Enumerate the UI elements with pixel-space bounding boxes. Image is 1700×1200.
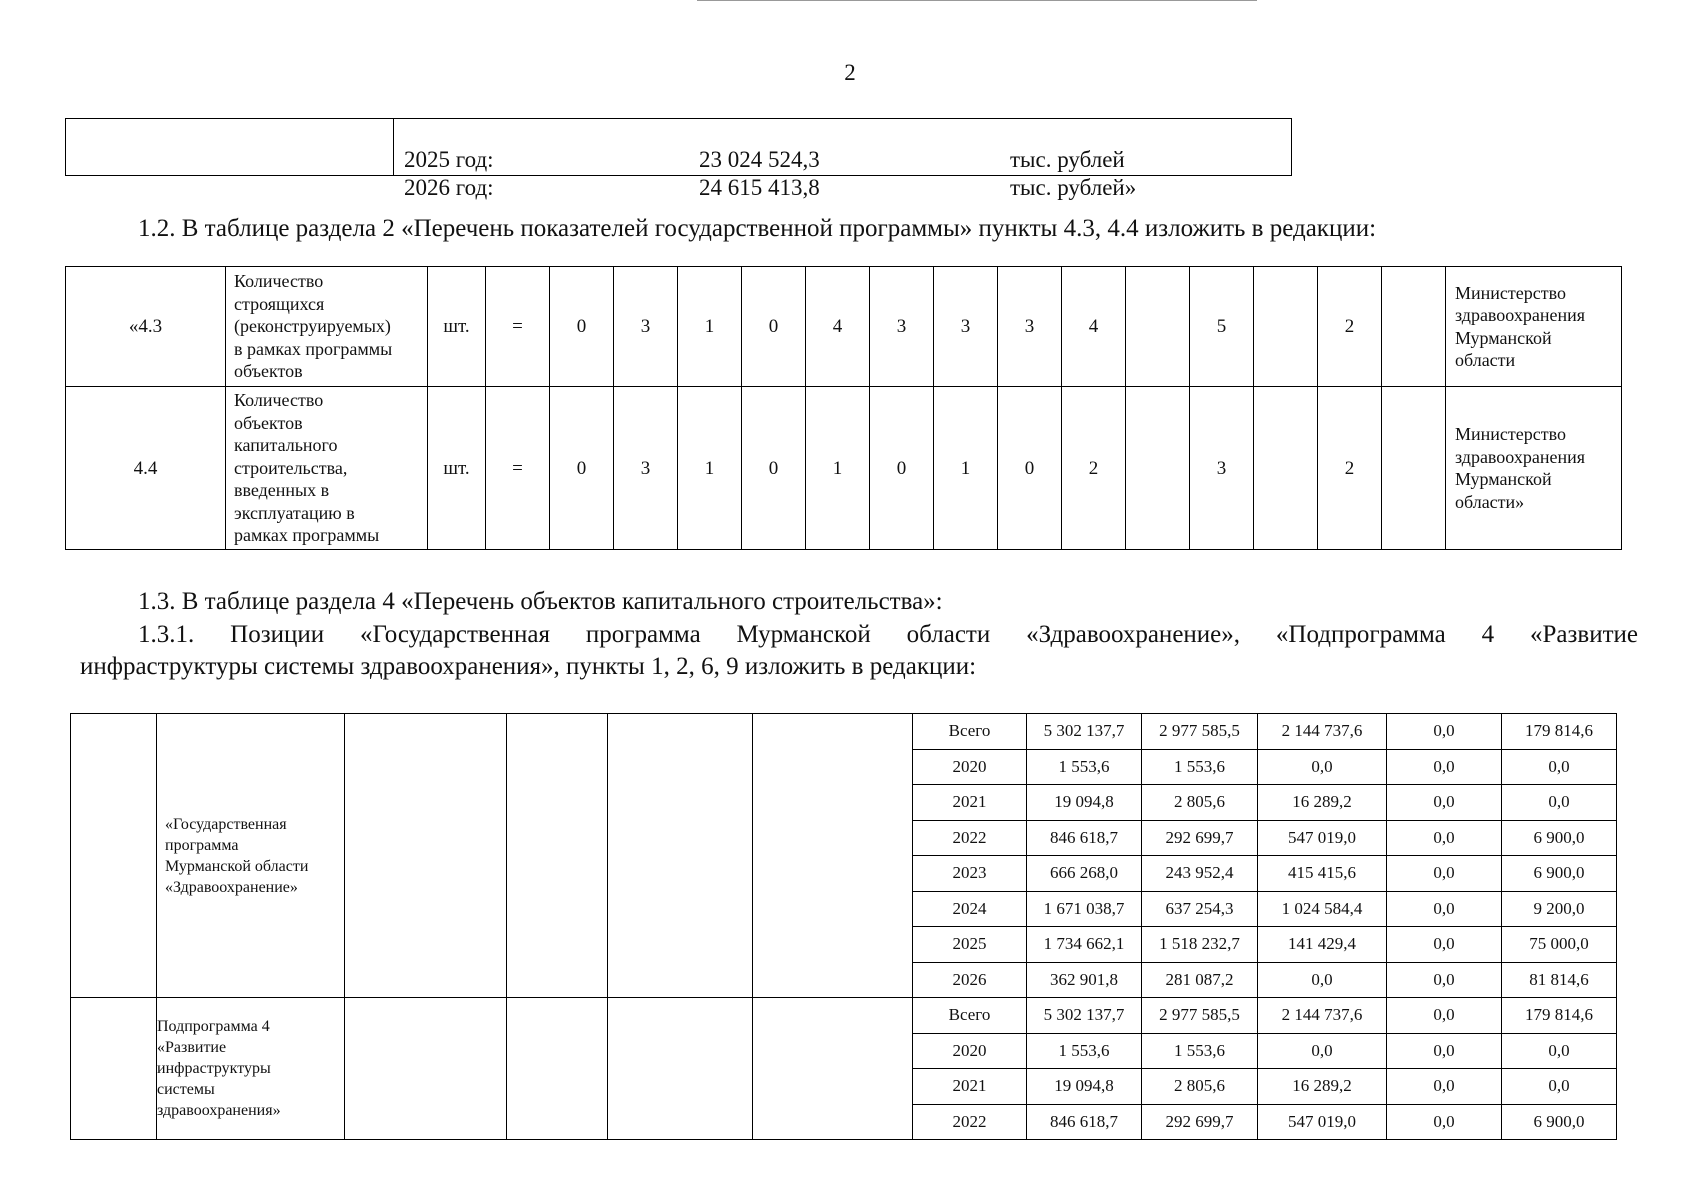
value-cell: 3 [614, 267, 678, 387]
text-line: Количество [234, 271, 324, 292]
value-cell: 3 [1190, 387, 1254, 550]
paragraph-1-3: 1.3. В таблице раздела 4 «Перечень объектов капитального строительства»: [138, 588, 943, 615]
amount-cell: 0,0 [1258, 1033, 1387, 1069]
text-line: Количество [234, 390, 324, 411]
amount-cell: 2 144 737,6 [1258, 998, 1387, 1034]
amount-cell: 19 094,8 [1027, 1069, 1142, 1105]
empty-cell [66, 119, 394, 176]
amount-cell: 16 289,2 [1258, 1069, 1387, 1105]
text-line: здравоохранения [1455, 446, 1586, 467]
indicators-table [65, 266, 1622, 550]
amount-cell: 547 019,0 [1258, 820, 1387, 856]
amount: 24 615 413,8 [699, 175, 820, 200]
amount-cell: 846 618,7 [1027, 820, 1142, 856]
year-cell: 2026 [913, 962, 1027, 998]
unit: тыс. рублей» [1010, 175, 1137, 200]
unit-cell: шт. [428, 267, 486, 387]
value-cell: 0 [742, 387, 806, 550]
amount-cell: 0,0 [1502, 749, 1617, 785]
year-cell: 2022 [913, 820, 1027, 856]
amount-cell: 0,0 [1502, 1069, 1617, 1105]
amount-cell: 547 019,0 [1258, 1104, 1387, 1140]
year-cell: 2021 [913, 785, 1027, 821]
amount-cell: 0,0 [1387, 998, 1502, 1034]
text-line: строящихся [234, 293, 325, 314]
year-cell: Всего [913, 714, 1027, 750]
amount-cell: 243 952,4 [1142, 856, 1258, 892]
amount-cell: 0,0 [1387, 820, 1502, 856]
amount-cell: 292 699,7 [1142, 1104, 1258, 1140]
text-line: объектов [234, 412, 303, 433]
amount-cell: 0,0 [1258, 962, 1387, 998]
amount-cell: 6 900,0 [1502, 820, 1617, 856]
text-line: объектов [234, 361, 303, 382]
text-line: в рамках программы [234, 338, 393, 359]
text-line: (реконструируемых) [234, 316, 391, 337]
amount-cell: 0,0 [1387, 785, 1502, 821]
amount-cell: 415 415,6 [1258, 856, 1387, 892]
amount-cell: 0,0 [1387, 1069, 1502, 1105]
value-cell: 2 [1318, 267, 1382, 387]
value-cell: 4 [1062, 267, 1126, 387]
value-cell: 0 [550, 267, 614, 387]
text-line: Мурманской [1455, 469, 1552, 489]
text-line: здравоохранения» [157, 1102, 281, 1119]
amount-cell: 179 814,6 [1502, 998, 1617, 1034]
amount-cell: 2 977 585,5 [1142, 998, 1258, 1034]
text-line: эксплуатацию в [234, 502, 355, 523]
amount-cell: 0,0 [1258, 749, 1387, 785]
table-row [66, 119, 1292, 148]
year-cell: 2020 [913, 749, 1027, 785]
amount-cell: 6 900,0 [1502, 1104, 1617, 1140]
paragraph-1-2: 1.2. В таблице раздела 2 «Перечень показателей государственной программы» пункты 4.3, 4.4 изложить в редакции: [138, 215, 1377, 242]
amount-cell: 0,0 [1387, 1033, 1502, 1069]
amount-cell: 19 094,8 [1027, 785, 1142, 821]
value-cell: 0 [998, 387, 1062, 550]
amount-cell: 637 254,3 [1142, 891, 1258, 927]
amount-cell: 2 805,6 [1142, 785, 1258, 821]
amount-cell: 9 200,0 [1502, 891, 1617, 927]
amount-cell: 281 087,2 [1142, 962, 1258, 998]
amount-cell: 0,0 [1387, 856, 1502, 892]
value-cell: 0 [550, 387, 614, 550]
year-label: 2026 год: [404, 175, 494, 200]
text-line: «Здравоохранение» [165, 878, 298, 896]
row-number: 4.4 [66, 387, 226, 550]
text-line: рамках программы [234, 525, 380, 546]
year-cell: 2022 [913, 1104, 1027, 1140]
amount-cell: 75 000,0 [1502, 927, 1617, 963]
unit: тыс. рублей [1010, 147, 1125, 172]
amount-cell: 0,0 [1387, 962, 1502, 998]
amount-cell: 6 900,0 [1502, 856, 1617, 892]
amount-cell: 179 814,6 [1502, 714, 1617, 750]
empty-cell [608, 998, 753, 1140]
amount-cell: 1 734 662,1 [1027, 927, 1142, 963]
table-row [71, 998, 1617, 1034]
text-line: Мурманской области [165, 857, 309, 875]
amount-cell: 2 977 585,5 [1142, 714, 1258, 750]
amount-cell: 0,0 [1387, 1104, 1502, 1140]
table-row [71, 714, 1617, 750]
empty-cell [507, 998, 608, 1140]
value-cell: 1 [678, 267, 742, 387]
value-cell [1254, 267, 1318, 387]
value-cell [1126, 387, 1190, 550]
funding-table [65, 118, 1292, 200]
value-cell: 3 [934, 267, 998, 387]
row-number: «4.3 [66, 267, 226, 387]
text-line: Министерство [1455, 424, 1566, 444]
amount-cell: 16 289,2 [1258, 785, 1387, 821]
value-cell: 3 [998, 267, 1062, 387]
amount-cell: 1 024 584,4 [1258, 891, 1387, 927]
amount-cell: 666 268,0 [1027, 856, 1142, 892]
amount-cell: 1 671 038,7 [1027, 891, 1142, 927]
text-line: области [1455, 350, 1516, 370]
text-line: Министерство [1455, 282, 1566, 303]
text-line: программа [165, 836, 239, 854]
program-name [157, 714, 345, 998]
text-line: здравоохранения [1455, 305, 1586, 325]
amount-cell: 1 553,6 [1142, 749, 1258, 785]
amount-cell: 1 553,6 [1027, 749, 1142, 785]
amount-cell: 0,0 [1387, 891, 1502, 927]
indicator-name [226, 387, 428, 550]
amount-cell: 0,0 [1387, 749, 1502, 785]
value-cell [1382, 387, 1446, 550]
top-cut-line [697, 0, 1257, 2]
amount-cell: 2 805,6 [1142, 1069, 1258, 1105]
amount-cell: 81 814,6 [1502, 962, 1617, 998]
text-line: инфраструктуры [157, 1060, 271, 1077]
empty-cell [507, 714, 608, 998]
value-cell: 1 [934, 387, 998, 550]
amount-cell: 5 302 137,7 [1027, 998, 1142, 1034]
paragraph-1-3-1-line2: инфраструктуры системы здравоохранения», пункты 1, 2, 6, 9 изложить в редакции: [80, 653, 977, 680]
sign-cell: = [486, 267, 550, 387]
value-cell: 2 [1062, 387, 1126, 550]
empty-cell [753, 998, 913, 1140]
year-cell: 2023 [913, 856, 1027, 892]
empty-cell [71, 714, 157, 998]
text-line: Мурманской [1455, 327, 1552, 348]
value-cell: 3 [870, 267, 934, 387]
value-cell: 5 [1190, 267, 1254, 387]
value-cell [1126, 267, 1190, 387]
year-cell: 2025 [913, 927, 1027, 963]
text-line: капитального [234, 435, 338, 456]
year-cell: Всего [913, 998, 1027, 1034]
value-cell: 2 [1318, 387, 1382, 550]
year-cell: 2021 [913, 1069, 1027, 1105]
value-cell: 3 [614, 387, 678, 550]
value-cell: 0 [742, 267, 806, 387]
ministry-cell [1446, 387, 1622, 550]
text-line: области» [1455, 491, 1525, 512]
empty-cell [608, 714, 753, 998]
amount-cell: 292 699,7 [1142, 820, 1258, 856]
unit-cell: шт. [428, 387, 486, 550]
indicator-name [226, 267, 428, 387]
value-cell: 1 [678, 387, 742, 550]
page-number: 2 [844, 60, 856, 85]
year-label: 2025 год: [404, 147, 494, 172]
funding-row [394, 119, 1292, 172]
amount-cell: 1 518 232,7 [1142, 927, 1258, 963]
text-line: системы [157, 1081, 215, 1098]
text-line: введенных в [234, 480, 330, 501]
year-cell: 2020 [913, 1033, 1027, 1069]
paragraph-1-3-1-line1: 1.3.1. Позиции «Государственная программа Мурманской области «Здравоохранение», «Подпрограмма 4 «Развитие [138, 621, 1638, 648]
empty-cell [753, 714, 913, 998]
empty-cell [71, 998, 157, 1140]
empty-cell [345, 714, 507, 998]
value-cell: 1 [806, 387, 870, 550]
table-row [66, 267, 1622, 387]
empty-cell [345, 998, 507, 1140]
amount-cell: 2 144 737,6 [1258, 714, 1387, 750]
sign-cell: = [486, 387, 550, 550]
value-cell [1254, 387, 1318, 550]
amount-cell: 362 901,8 [1027, 962, 1142, 998]
amount-cell: 0,0 [1502, 1033, 1617, 1069]
amount-cell: 0,0 [1387, 927, 1502, 963]
value-cell: 0 [870, 387, 934, 550]
amount: 23 024 524,3 [699, 147, 820, 172]
text-line: Подпрограмма 4 [157, 1018, 270, 1035]
funding-row [394, 147, 1292, 200]
value-cell [1382, 267, 1446, 387]
amount-cell: 5 302 137,7 [1027, 714, 1142, 750]
amount-cell: 0,0 [1387, 714, 1502, 750]
capital-construction-table [70, 713, 1617, 1140]
year-cell: 2024 [913, 891, 1027, 927]
ministry-cell [1446, 267, 1622, 387]
amount-cell: 846 618,7 [1027, 1104, 1142, 1140]
amount-cell: 1 553,6 [1027, 1033, 1142, 1069]
text-line: строительства, [234, 457, 348, 478]
amount-cell: 141 429,4 [1258, 927, 1387, 963]
amount-cell: 1 553,6 [1142, 1033, 1258, 1069]
table-row [66, 387, 1622, 550]
text-line: «Государственная [165, 815, 287, 833]
text-line: «Развитие [157, 1039, 227, 1056]
program-name [157, 998, 345, 1140]
amount-cell: 0,0 [1502, 785, 1617, 821]
value-cell: 4 [806, 267, 870, 387]
